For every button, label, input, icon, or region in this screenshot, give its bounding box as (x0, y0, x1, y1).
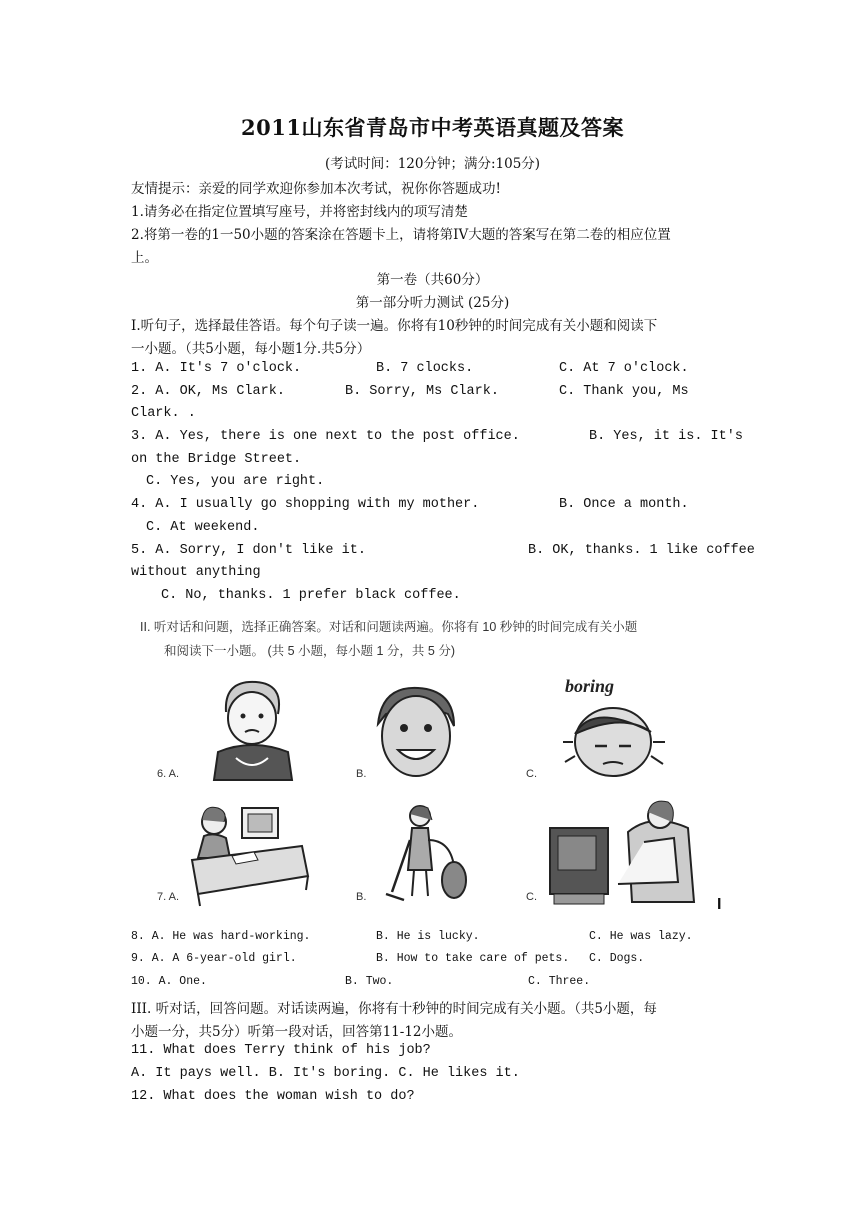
doc-title: 2011山东省青岛市中考英语真题及答案 (241, 115, 624, 140)
q3-option-c: C. Yes, you are right. (146, 474, 325, 489)
q6-label-b: B. (356, 768, 367, 780)
tv-watching-picture (548, 792, 700, 908)
q8-option-a: 8. A. He was hard-working. (131, 930, 311, 943)
q8-option-b: B. He is lucky. (376, 930, 480, 943)
q5-option-b: B. OK, thanks. 1 like coffee (528, 543, 755, 558)
q11-options: A. It pays well. B. It's boring. C. He likes it. (131, 1066, 520, 1081)
q11-question: 11. What does Terry think of his job? (131, 1043, 431, 1058)
bored-boy-picture (553, 672, 673, 784)
part-heading: 第一部分听力测试 (25分) (355, 295, 510, 311)
q3-option-b-cont: on the Bridge Street. (131, 452, 302, 467)
office-worker-picture (184, 798, 312, 910)
q6-label-c: C. (526, 768, 537, 780)
q6-label-a: 6. A. (157, 768, 180, 780)
q5-option-c: C. No, thanks. 1 prefer black coffee. (161, 588, 461, 603)
volume-heading: 第一卷（共60分） (376, 272, 489, 288)
section3-instructions-cont: 小题一分，共5分）听第一段对话，回答第11-12小题。 (131, 1024, 463, 1040)
q5-option-b-cont: without anything (131, 565, 261, 580)
q2-option-c: C. Thank you, Ms (559, 384, 689, 399)
q2-option-a: 2. A. OK, Ms Clark. (131, 384, 285, 399)
q7-label-a: 7. A. (157, 891, 180, 903)
tip-text: 友情提示：亲爱的同学欢迎你参加本次考试，祝你你答题成功! (131, 181, 501, 197)
q12-question: 12. What does the woman wish to do? (131, 1089, 415, 1104)
q3-option-b: B. Yes, it is. It's (589, 429, 743, 444)
exam-info: (考试时间：120分钟；满分:105分) (324, 156, 541, 172)
q4-option-b: B. Once a month. (559, 497, 689, 512)
q4-option-a: 4. A. I usually go shopping with my mother. (131, 497, 480, 512)
q9-option-a: 9. A. A 6-year-old girl. (131, 952, 297, 965)
boy-thinking-picture (196, 672, 306, 782)
q2-option-b: B. Sorry, Ms Clark. (345, 384, 499, 399)
q5-option-a: 5. A. Sorry, I don't like it. (131, 543, 366, 558)
q7-label-c: C. (526, 891, 537, 903)
section3-instructions: III. 听对话，回答问题。对话读两遍，你将有十秒钟的时间完成有关小题。（共5小题，每 (131, 1001, 657, 1017)
note-2-cont: 上。 (131, 250, 158, 266)
q3-option-a: 3. A. Yes, there is one next to the post office. (131, 429, 520, 444)
q7-label-b: B. (356, 891, 367, 903)
boring-label: boring (565, 676, 615, 696)
woman-vacuuming-picture (384, 800, 474, 910)
section2-instructions: II. 听对话和问题，选择正确答案。对话和问题读两遍。你将有 10 秒钟的时间完成有关小题 (140, 620, 638, 634)
section1-instructions-cont: 一小题。（共5小题，每小题1分.共5分） (131, 341, 371, 357)
q8-option-c: C. He was lazy. (589, 930, 693, 943)
q9-option-b: B. How to take care of pets. (376, 952, 570, 965)
q4-option-c: C. At weekend. (146, 520, 260, 535)
q1-option-a: 1. A. It's 7 o'clock. (131, 361, 302, 376)
q10-option-a: 10. A. One. (131, 975, 207, 988)
scan-mark: I (717, 896, 722, 913)
q2-option-c-cont: Clark. . (131, 406, 196, 421)
note-2: 2.将第一卷的1一50小题的答案涂在答题卡上，请将第IV大题的答案写在第二卷的相应位置 (131, 227, 671, 243)
note-1: 1.请务必在指定位置填写座号，并将密封线内的项写清楚 (131, 204, 468, 220)
q9-option-c: C. Dogs. (589, 952, 645, 965)
q10-option-b: B. Two. (345, 975, 394, 988)
section2-instructions-cont: 和阅读下一小题。 (共 5 小题，每小题 1 分，共 5 分) (164, 644, 455, 658)
q1-option-c: C. At 7 o'clock. (559, 361, 689, 376)
smiling-face-picture (370, 684, 462, 784)
q1-option-b: B. 7 clocks. (376, 361, 474, 376)
section1-instructions: Ⅰ.听句子，选择最佳答语。每个句子读一遍。你将有10秒钟的时间完成有关小题和阅读下 (131, 318, 658, 334)
q10-option-c: C. Three. (528, 975, 591, 988)
